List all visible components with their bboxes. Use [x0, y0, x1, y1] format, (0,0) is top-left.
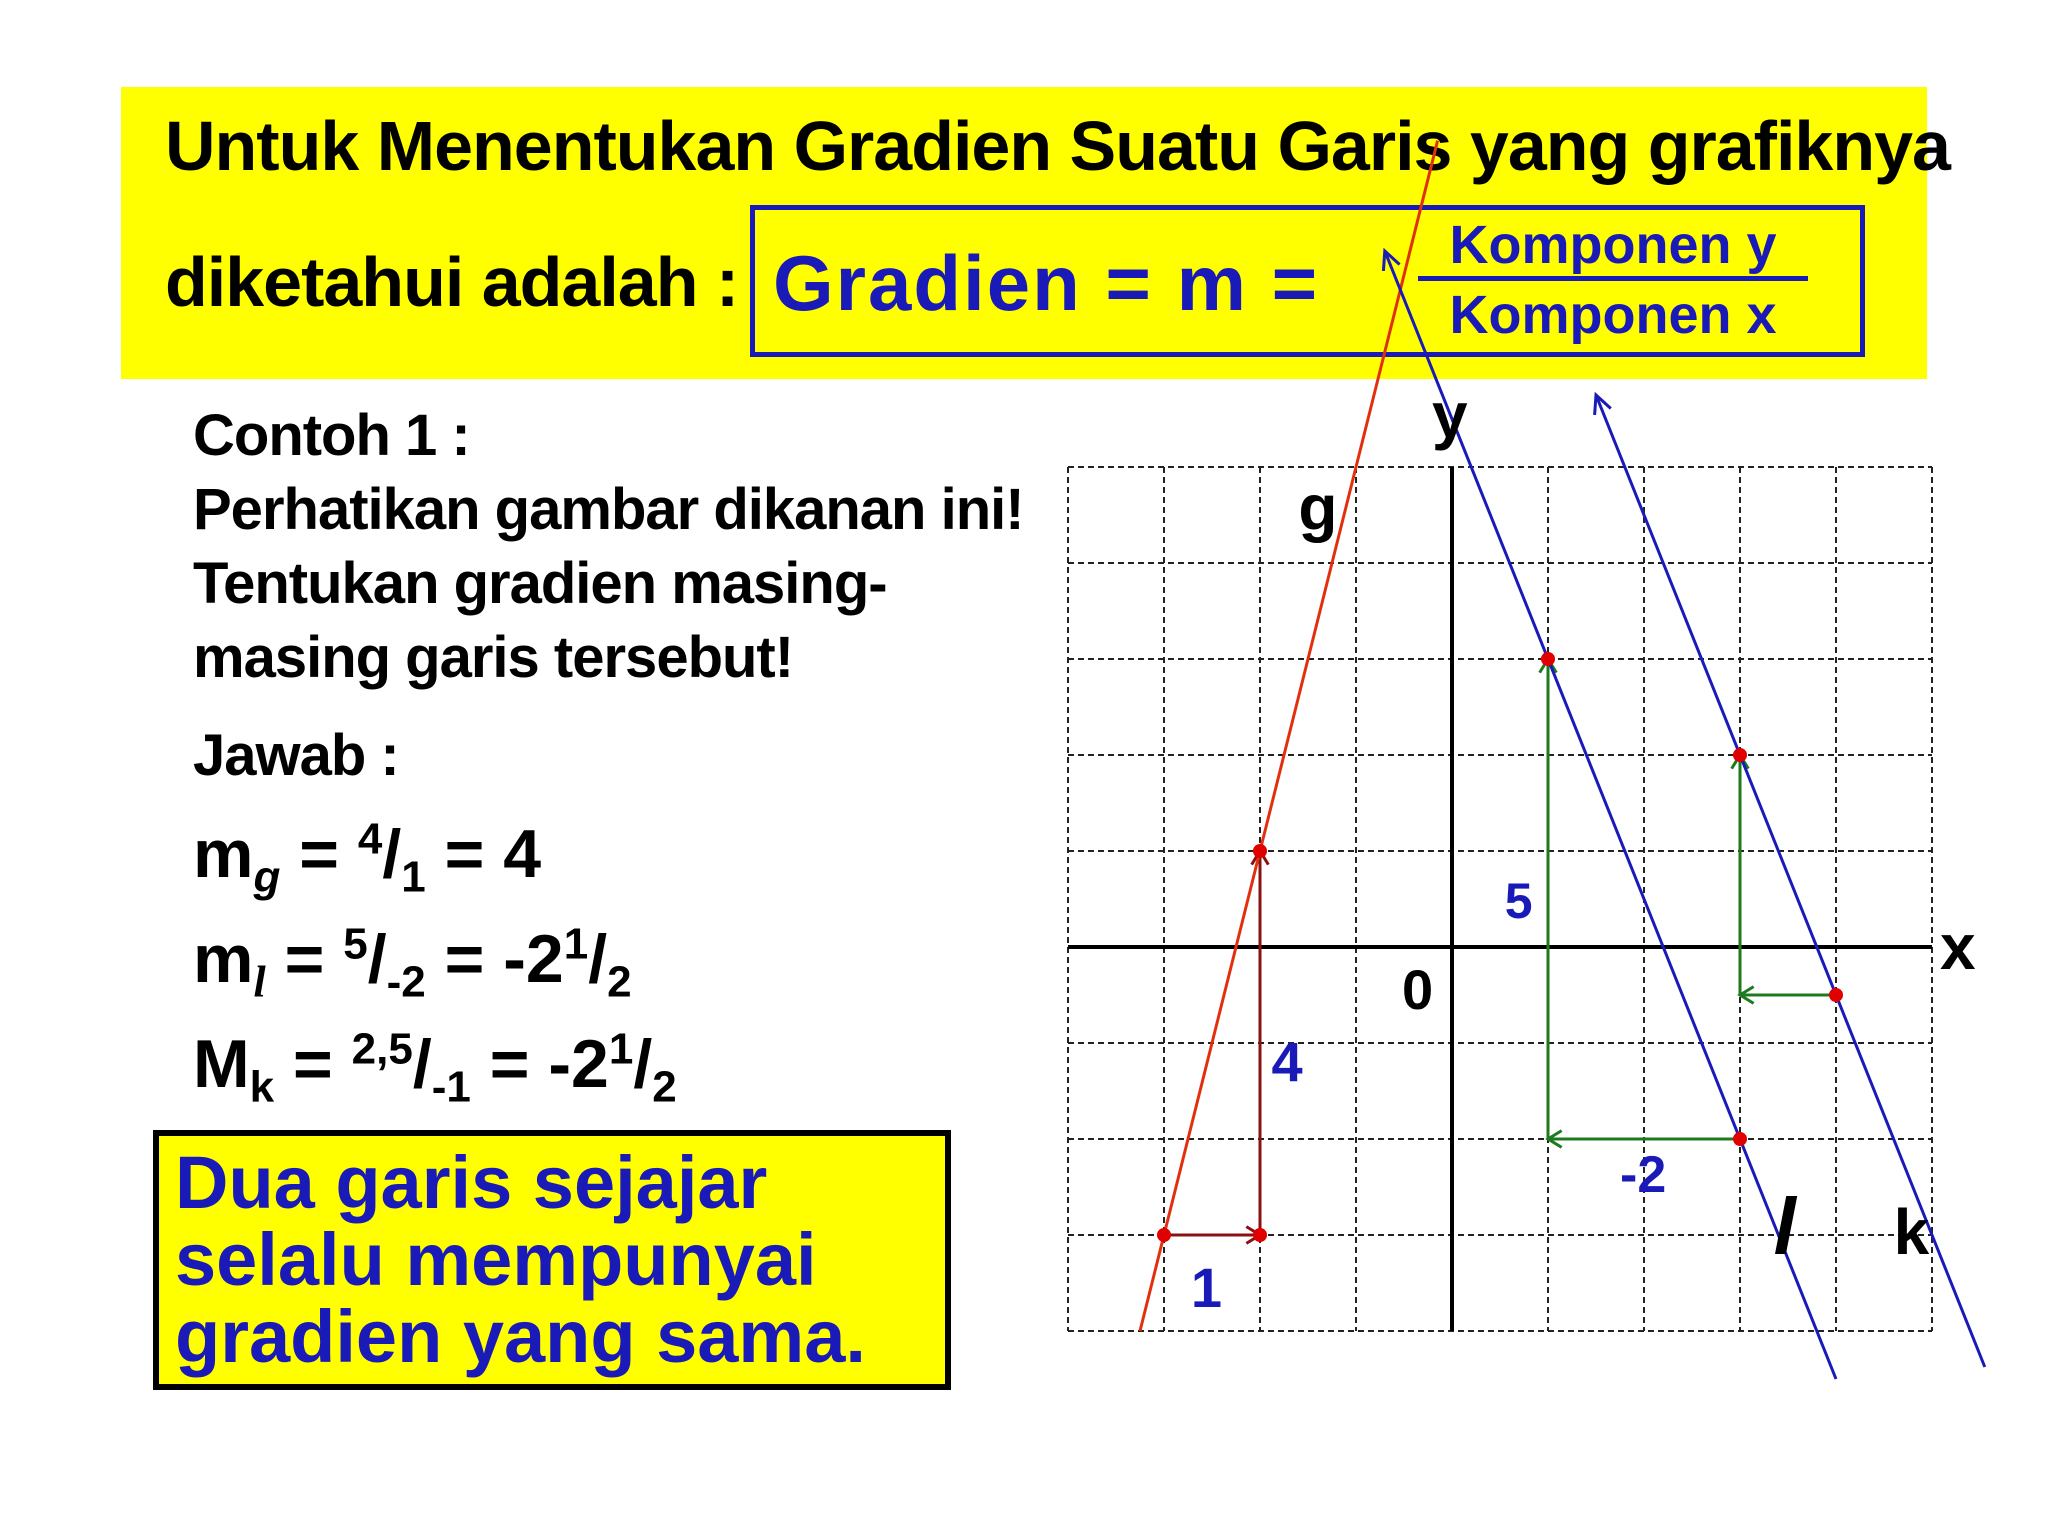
point-k-1: [1733, 748, 1747, 762]
point-k-2: [1829, 988, 1843, 1002]
note-line-2: selalu mempunyai: [175, 1218, 817, 1301]
example-title: Contoh 1 :: [193, 403, 470, 468]
grid: [1068, 467, 1932, 1331]
point-l-2: [1733, 1132, 1747, 1146]
point-g-2: [1253, 844, 1267, 858]
graph-labels: [1191, 379, 1976, 1319]
example-line-3: masing garis tersebut!: [193, 625, 794, 690]
header-title-line2: diketahui adalah :: [165, 243, 739, 321]
note-line-1: Dua garis sejajar: [175, 1141, 768, 1224]
axes: [1068, 467, 1932, 1331]
line-l-label: l: [1773, 1182, 1796, 1272]
step-label-g-rise: 4: [1271, 1030, 1303, 1094]
formula-denominator: Komponen x: [1449, 285, 1777, 345]
origin-label: 0: [1402, 958, 1434, 1021]
equation-k: $M_k = ^{2,5}/_{-1} = -2^1/_2$: [193, 1024, 677, 1112]
y-axis-label: y: [1432, 379, 1468, 451]
step-label-l-run: -2: [1620, 1145, 1667, 1204]
equation-g: $m_g = ^4/_1 = 4$: [193, 814, 542, 902]
point-l-1: [1541, 652, 1555, 666]
x-axis-label: x: [1940, 911, 1976, 983]
point-g-1: [1157, 1228, 1171, 1242]
graph-lines: [1140, 141, 1985, 1379]
line-k-label: k: [1893, 1196, 1930, 1269]
line-g-label: g: [1298, 471, 1338, 544]
example-line-1: Perhatikan gambar dikanan ini!: [193, 477, 1024, 542]
example-line-2: Tentukan gradien masing-: [193, 551, 887, 616]
step-label-g-run: 1: [1190, 1256, 1223, 1319]
formula-gradien: Gradien = m =: [773, 239, 1320, 327]
line-g: [1140, 141, 1438, 1331]
header-title-line1: Untuk Menentukan Gradien Suatu Garis yang grafiknya: [165, 107, 1950, 185]
note-line-3: gradien yang sama.: [175, 1295, 866, 1378]
point-g-corner: [1253, 1228, 1267, 1242]
equation-l: $m_l = ^5/_{-2} = -2^1/_2$: [193, 919, 632, 1007]
formula-numerator: Komponen y: [1449, 215, 1777, 275]
step-label-l-rise: 5: [1504, 873, 1533, 930]
answer-label: Jawab :: [193, 723, 399, 788]
